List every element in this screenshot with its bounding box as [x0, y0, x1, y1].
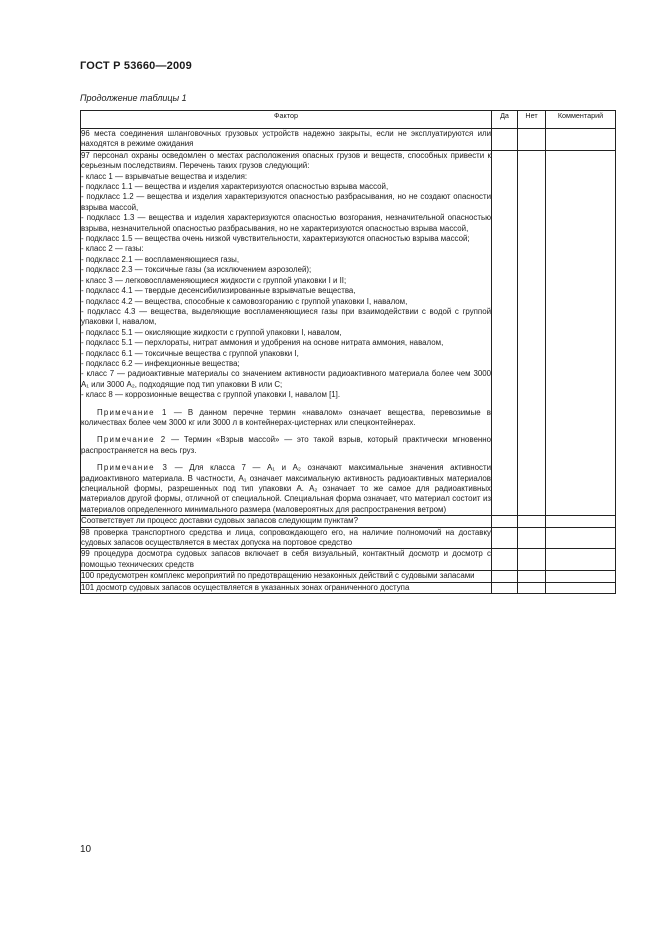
table-row: [81, 150, 616, 515]
note-3: [81, 463, 491, 515]
no-cell[interactable]: [518, 129, 546, 151]
no-cell[interactable]: [518, 549, 546, 571]
column-header-comment: Комментарий: [546, 111, 616, 129]
factor-line: - подкласс 5.1 — перхлораты, нитрат аммония и удобрения на основе нитрата аммония, навалом,: [81, 338, 444, 348]
comment-cell[interactable]: [546, 516, 616, 527]
comment-cell[interactable]: [546, 582, 616, 593]
table-row: [81, 549, 616, 571]
factor-cell-101: 101 досмотр судовых запасов осуществляется в указанных зонах ограниченного доступа: [81, 582, 492, 593]
factor-line: - подкласс 1.3 — вещества и изделия характеризуются опасностью возгорания, незначительной опасностью взрыва, незначительной опасностью разбрасывания, но не характеризуются опасностью взрыва массой,: [81, 213, 491, 233]
column-header-no: Нет: [518, 111, 546, 129]
comment-cell[interactable]: [546, 549, 616, 571]
yes-cell[interactable]: [492, 527, 518, 549]
factor-line: - класс 7 — радиоактивные материалы со значением активности радиоактивного материала более чем 3000 A₁ или 3000 A₂, подходящие под тип упаковки B или C;: [81, 369, 491, 389]
yes-cell[interactable]: [492, 516, 518, 527]
table-row: [81, 527, 616, 549]
note-label: Примечание 2: [97, 435, 167, 445]
factor-line: - подкласс 1.5 — вещества очень низкой чувствительности, характеризуются опасностью взрыва массой;: [81, 234, 470, 244]
factor-line: - подкласс 4.1 — твердые десенсибилизированные взрывчатые вещества,: [81, 286, 356, 296]
factor-cell-97: [81, 150, 492, 515]
factor-table: [80, 110, 616, 594]
factor-cell-98: 98 проверка транспортного средства и лица, сопровождающего его, на наличие полномочий на доставку судовых запасов осуществляется в местах допуска на портовое средство: [81, 527, 491, 548]
factor-line: - класс 2 — газы:: [81, 244, 144, 254]
comment-cell[interactable]: [546, 129, 616, 151]
table-header-row: [81, 111, 616, 129]
note-2: [81, 435, 491, 456]
factor-line: 97 персонал охраны осведомлен о местах расположения опасных грузов и веществ, способных привести к серьезным последствиям. Перечень таких грузов следующий:: [81, 150, 491, 171]
factor-line: - подкласс 2.3 — токсичные газы (за исключением аэрозолей);: [81, 265, 312, 275]
table-caption: Продолжение таблицы 1: [80, 93, 187, 103]
comment-cell[interactable]: [546, 527, 616, 549]
no-cell[interactable]: [518, 527, 546, 549]
factor-cell-100: 100 предусмотрен комплекс мероприятий по предотвращению незаконных действий с судовыми запасами: [81, 571, 492, 582]
yes-cell[interactable]: [492, 150, 518, 515]
page-number: 10: [80, 844, 92, 855]
factor-line: - подкласс 5.1 — окисляющие жидкости с группой упаковки I, навалом,: [81, 327, 342, 337]
yes-cell[interactable]: [492, 129, 518, 151]
table-row: [81, 571, 616, 582]
column-header-factor: Фактор: [81, 111, 492, 129]
factor-line: - подкласс 4.2 — вещества, способные к самовозгоранию с группой упаковки I, навалом,: [81, 296, 408, 306]
yes-cell[interactable]: [492, 549, 518, 571]
factor-line: - подкласс 1.2 — вещества и изделия характеризуются опасностью разбрасывания, но не создают опасности взрыва массой,: [81, 192, 491, 212]
comment-cell[interactable]: [546, 571, 616, 582]
factor-line: - подкласс 6.1 — токсичные вещества с группой упаковки I,: [81, 348, 299, 358]
question-cell: Соответствует ли процесс доставки судовых запасов следующим пунктам?: [81, 516, 492, 527]
factor-cell-99: 99 процедура досмотра судовых запасов включает в себя визуальный, контактный досмотр и досмотр с помощью технических средств: [81, 549, 491, 569]
factor-line: - подкласс 4.3 — вещества, выделяющие воспламеняющиеся газы при взаимодействии с водой с группой упаковки I, навалом,: [81, 306, 491, 327]
table-row: [81, 129, 616, 151]
note-1: [81, 408, 491, 429]
yes-cell[interactable]: [492, 582, 518, 593]
column-header-yes: Да: [492, 111, 518, 129]
table-row: [81, 582, 616, 593]
note-label: Примечание 1: [97, 407, 168, 417]
comment-cell[interactable]: [546, 150, 616, 515]
note-text: — В данном перечне термин «навалом» означает вещества, перевозимые в количествах более чем 3000 кг или 3000 л в контейнерах-цистернах или спецконтейнерах.: [81, 407, 492, 427]
note-text: — Термин «Взрыв массой» — это такой взрыв, который практически мгновенно распространяется на весь груз.: [81, 435, 491, 455]
factor-line: - класс 1 — взрывчатые вещества и изделия:: [81, 171, 248, 181]
no-cell[interactable]: [518, 582, 546, 593]
note-label: Примечание 3: [97, 463, 169, 473]
factor-cell-96: 96 места соединения шланговочных грузовых устройств надежно закрыты, если не эксплуатируются или находятся в режиме ожидания: [81, 129, 491, 149]
factor-line: - подкласс 6.2 — инфекционные вещества;: [81, 358, 240, 368]
document-title: ГОСТ Р 53660—2009: [80, 60, 192, 72]
factor-line: - подкласс 1.1 — вещества и изделия характеризуются опасностью взрыва массой,: [81, 182, 389, 192]
factor-line: - класс 3 — легковоспламеняющиеся жидкости с группой упаковки I и II;: [81, 275, 347, 285]
yes-cell[interactable]: [492, 571, 518, 582]
table-row: [81, 516, 616, 527]
no-cell[interactable]: [518, 150, 546, 515]
note-text: — Для класса 7 — A₁ и A₂ означают максимальные значения активности радиоактивного материала. В частности, A₁ означает максимальную активность радиоактивных материалов специальной формы, разрешенных под тип упаковки А. A₂ означает то же самое для радиоактивных материалов другой формы, отличной от специальной. Специальная форма означает, что материал состоит из материалов определенного минимального размера (маловероятных для распространения ветром): [81, 463, 491, 514]
no-cell[interactable]: [518, 516, 546, 527]
factor-line: - класс 8 — коррозионные вещества с группой упаковки I, навалом [1].: [81, 390, 341, 400]
no-cell[interactable]: [518, 571, 546, 582]
factor-line: - подкласс 2.1 — воспламеняющиеся газы,: [81, 254, 240, 264]
